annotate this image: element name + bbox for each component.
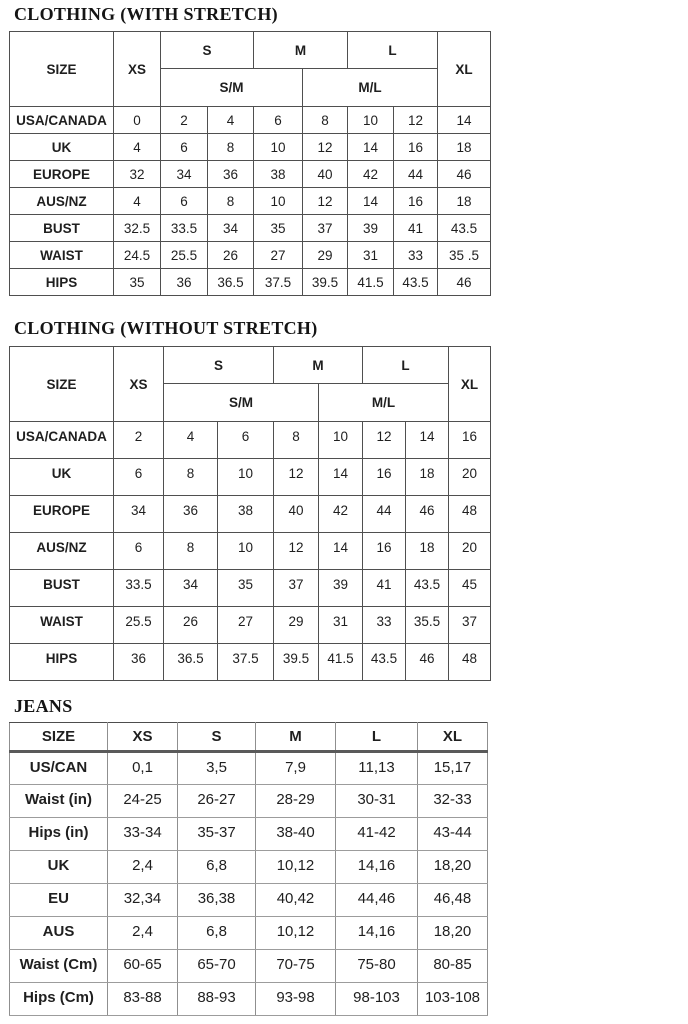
section-title-jeans: JEANS xyxy=(14,696,73,716)
size-value-cell: 8 xyxy=(274,422,319,459)
row-label-cell: WAIST xyxy=(10,242,114,269)
size-value-cell: 16 xyxy=(394,188,438,215)
size-value-cell: 43.5 xyxy=(363,644,406,681)
table-row xyxy=(10,983,488,1016)
row-label-cell: Hips (in) xyxy=(10,818,108,851)
size-value-cell: 34 xyxy=(161,161,208,188)
size-value-cell: 25.5 xyxy=(161,242,208,269)
row-label-cell: WAIST xyxy=(10,607,114,644)
size-value-cell: 10 xyxy=(218,533,274,570)
table-row xyxy=(10,134,491,161)
size-value-cell: 14 xyxy=(319,459,363,496)
size-value-cell: 48 xyxy=(449,496,491,533)
size-value-cell: 12 xyxy=(274,459,319,496)
size-value-cell: 10,12 xyxy=(256,851,336,884)
size-value-cell: 14,16 xyxy=(336,917,418,950)
m-header-cell: M xyxy=(274,347,363,384)
size-value-cell: 44 xyxy=(363,496,406,533)
size-value-cell: 6 xyxy=(114,533,164,570)
size-value-cell: 10 xyxy=(319,422,363,459)
row-label-cell: EUROPE xyxy=(10,161,114,188)
size-value-cell: 29 xyxy=(274,607,319,644)
size-value-cell: 70-75 xyxy=(256,950,336,983)
size-value-cell: 37 xyxy=(274,570,319,607)
size-value-cell: 2,4 xyxy=(108,851,178,884)
size-value-cell: 37.5 xyxy=(218,644,274,681)
size-value-cell: 41-42 xyxy=(336,818,418,851)
size-value-cell: 16 xyxy=(363,533,406,570)
size-value-cell: 36 xyxy=(164,496,218,533)
table-row xyxy=(10,785,488,818)
size-value-cell: 14 xyxy=(348,188,394,215)
size-value-cell: 14 xyxy=(438,107,491,134)
size-value-cell: 6 xyxy=(254,107,303,134)
row-label-cell: UK xyxy=(10,134,114,161)
size-value-cell: 41 xyxy=(394,215,438,242)
size-value-cell: 10,12 xyxy=(256,917,336,950)
size-value-cell: 6 xyxy=(218,422,274,459)
size-value-cell: 16 xyxy=(449,422,491,459)
row-label-cell: EUROPE xyxy=(10,496,114,533)
size-value-cell: 10 xyxy=(218,459,274,496)
size-value-cell: 26-27 xyxy=(178,785,256,818)
size-value-cell: 33 xyxy=(363,607,406,644)
column-header-cell: L xyxy=(336,723,418,752)
size-value-cell: 4 xyxy=(208,107,254,134)
table-row xyxy=(10,215,491,242)
row-label-cell: AUS/NZ xyxy=(10,533,114,570)
column-header-cell: M xyxy=(256,723,336,752)
size-value-cell: 38-40 xyxy=(256,818,336,851)
m-header-cell: M xyxy=(254,32,348,69)
sm-header-cell: S/M xyxy=(161,69,303,107)
size-value-cell: 36.5 xyxy=(164,644,218,681)
sm-header-cell: S/M xyxy=(164,384,319,422)
size-value-cell: 41.5 xyxy=(348,269,394,296)
table-row xyxy=(10,818,488,851)
size-value-cell: 31 xyxy=(348,242,394,269)
size-value-cell: 33.5 xyxy=(114,570,164,607)
size-value-cell: 12 xyxy=(274,533,319,570)
table-row xyxy=(10,188,491,215)
size-value-cell: 44,46 xyxy=(336,884,418,917)
size-value-cell: 6 xyxy=(114,459,164,496)
size-value-cell: 37 xyxy=(303,215,348,242)
size-value-cell: 15,17 xyxy=(418,752,488,785)
table-row xyxy=(10,884,488,917)
size-value-cell: 20 xyxy=(449,533,491,570)
size-value-cell: 46 xyxy=(438,269,491,296)
size-value-cell: 98-103 xyxy=(336,983,418,1016)
table-row xyxy=(10,570,491,607)
table-row xyxy=(10,752,488,785)
table-row xyxy=(10,269,491,296)
ml-header-cell: M/L xyxy=(319,384,449,422)
row-label-cell: AUS xyxy=(10,917,108,950)
size-value-cell: 24-25 xyxy=(108,785,178,818)
size-value-cell: 35 xyxy=(218,570,274,607)
size-value-cell: 12 xyxy=(303,134,348,161)
size-value-cell: 12 xyxy=(303,188,348,215)
row-label-cell: UK xyxy=(10,851,108,884)
table-row xyxy=(10,496,491,533)
size-value-cell: 2,4 xyxy=(108,917,178,950)
size-value-cell: 40,42 xyxy=(256,884,336,917)
size-value-cell: 33 xyxy=(394,242,438,269)
size-value-cell: 75-80 xyxy=(336,950,418,983)
size-value-cell: 41 xyxy=(363,570,406,607)
size-value-cell: 8 xyxy=(164,459,218,496)
row-label-cell: UK xyxy=(10,459,114,496)
l-header-cell: L xyxy=(363,347,449,384)
column-header-cell: XL xyxy=(418,723,488,752)
size-value-cell: 37 xyxy=(449,607,491,644)
size-value-cell: 33-34 xyxy=(108,818,178,851)
table-row xyxy=(10,107,491,134)
size-value-cell: 8 xyxy=(303,107,348,134)
size-value-cell: 103-108 xyxy=(418,983,488,1016)
size-value-cell: 46,48 xyxy=(418,884,488,917)
xl-header-cell: XL xyxy=(438,32,491,107)
size-value-cell: 60-65 xyxy=(108,950,178,983)
size-value-cell: 3,5 xyxy=(178,752,256,785)
header-row xyxy=(10,723,488,752)
size-value-cell: 7,9 xyxy=(256,752,336,785)
size-value-cell: 42 xyxy=(319,496,363,533)
size-value-cell: 36.5 xyxy=(208,269,254,296)
row-label-cell: US/CAN xyxy=(10,752,108,785)
size-value-cell: 14 xyxy=(406,422,449,459)
table-row xyxy=(10,644,491,681)
size-value-cell: 88-93 xyxy=(178,983,256,1016)
size-value-cell: 34 xyxy=(114,496,164,533)
size-value-cell: 32-33 xyxy=(418,785,488,818)
jeans-table xyxy=(9,722,488,1016)
size-value-cell: 33.5 xyxy=(161,215,208,242)
size-value-cell: 24.5 xyxy=(114,242,161,269)
size-value-cell: 40 xyxy=(303,161,348,188)
size-value-cell: 10 xyxy=(254,134,303,161)
table-row xyxy=(10,161,491,188)
size-value-cell: 45 xyxy=(449,570,491,607)
size-value-cell: 26 xyxy=(164,607,218,644)
size-value-cell: 2 xyxy=(114,422,164,459)
size-value-cell: 0 xyxy=(114,107,161,134)
size-value-cell: 29 xyxy=(303,242,348,269)
size-value-cell: 43-44 xyxy=(418,818,488,851)
size-value-cell: 18,20 xyxy=(418,851,488,884)
row-label-cell: BUST xyxy=(10,215,114,242)
size-value-cell: 6 xyxy=(161,188,208,215)
size-header-cell: SIZE xyxy=(10,32,114,107)
size-value-cell: 39.5 xyxy=(274,644,319,681)
ml-header-cell: M/L xyxy=(303,69,438,107)
size-value-cell: 31 xyxy=(319,607,363,644)
size-value-cell: 36 xyxy=(114,644,164,681)
row-label-cell: AUS/NZ xyxy=(10,188,114,215)
table-row xyxy=(10,950,488,983)
size-value-cell: 18 xyxy=(406,533,449,570)
size-value-cell: 14 xyxy=(348,134,394,161)
size-value-cell: 32 xyxy=(114,161,161,188)
size-value-cell: 4 xyxy=(114,188,161,215)
header-row-letter-sizes xyxy=(10,347,491,384)
size-value-cell: 41.5 xyxy=(319,644,363,681)
size-value-cell: 38 xyxy=(218,496,274,533)
size-value-cell: 43.5 xyxy=(438,215,491,242)
size-value-cell: 36 xyxy=(161,269,208,296)
row-label-cell: Waist (in) xyxy=(10,785,108,818)
size-value-cell: 34 xyxy=(208,215,254,242)
size-value-cell: 46 xyxy=(406,644,449,681)
size-value-cell: 2 xyxy=(161,107,208,134)
size-value-cell: 35-37 xyxy=(178,818,256,851)
size-value-cell: 12 xyxy=(394,107,438,134)
size-value-cell: 46 xyxy=(438,161,491,188)
size-value-cell: 40 xyxy=(274,496,319,533)
size-value-cell: 25.5 xyxy=(114,607,164,644)
size-value-cell: 10 xyxy=(348,107,394,134)
size-value-cell: 32.5 xyxy=(114,215,161,242)
size-header-cell: SIZE xyxy=(10,347,114,422)
size-value-cell: 8 xyxy=(208,134,254,161)
xs-header-cell: XS xyxy=(114,32,161,107)
row-label-cell: BUST xyxy=(10,570,114,607)
row-label-cell: EU xyxy=(10,884,108,917)
size-value-cell: 42 xyxy=(348,161,394,188)
size-value-cell: 43.5 xyxy=(406,570,449,607)
size-value-cell: 80-85 xyxy=(418,950,488,983)
size-value-cell: 4 xyxy=(114,134,161,161)
size-value-cell: 20 xyxy=(449,459,491,496)
row-label-cell: USA/CANADA xyxy=(10,107,114,134)
section-title-clothing-with-stretch: CLOTHING (WITH STRETCH) xyxy=(14,4,278,24)
section-title-clothing-without-stretch: CLOTHING (WITHOUT STRETCH) xyxy=(14,318,318,338)
size-value-cell: 10 xyxy=(254,188,303,215)
clothing-with-stretch-table xyxy=(9,31,491,296)
size-value-cell: 14,16 xyxy=(336,851,418,884)
row-label-cell: USA/CANADA xyxy=(10,422,114,459)
size-value-cell: 83-88 xyxy=(108,983,178,1016)
size-value-cell: 6,8 xyxy=(178,851,256,884)
table-row xyxy=(10,917,488,950)
size-value-cell: 8 xyxy=(164,533,218,570)
size-value-cell: 38 xyxy=(254,161,303,188)
size-value-cell: 28-29 xyxy=(256,785,336,818)
l-header-cell: L xyxy=(348,32,438,69)
size-value-cell: 35.5 xyxy=(406,607,449,644)
table-row xyxy=(10,422,491,459)
s-header-cell: S xyxy=(161,32,254,69)
size-value-cell: 0,1 xyxy=(108,752,178,785)
xs-header-cell: XS xyxy=(114,347,164,422)
size-value-cell: 16 xyxy=(363,459,406,496)
s-header-cell: S xyxy=(164,347,274,384)
size-value-cell: 34 xyxy=(164,570,218,607)
size-value-cell: 35 .5 xyxy=(438,242,491,269)
column-header-cell: SIZE xyxy=(10,723,108,752)
size-value-cell: 11,13 xyxy=(336,752,418,785)
table-row xyxy=(10,459,491,496)
size-value-cell: 36,38 xyxy=(178,884,256,917)
clothing-without-stretch-table xyxy=(9,346,491,681)
size-value-cell: 18,20 xyxy=(418,917,488,950)
size-value-cell: 18 xyxy=(438,134,491,161)
header-row-letter-sizes xyxy=(10,32,491,69)
size-value-cell: 36 xyxy=(208,161,254,188)
size-value-cell: 8 xyxy=(208,188,254,215)
table-row xyxy=(10,242,491,269)
row-label-cell: HIPS xyxy=(10,644,114,681)
size-value-cell: 18 xyxy=(438,188,491,215)
size-value-cell: 43.5 xyxy=(394,269,438,296)
size-value-cell: 4 xyxy=(164,422,218,459)
size-value-cell: 46 xyxy=(406,496,449,533)
size-value-cell: 44 xyxy=(394,161,438,188)
size-value-cell: 6,8 xyxy=(178,917,256,950)
size-value-cell: 32,34 xyxy=(108,884,178,917)
row-label-cell: Hips (Cm) xyxy=(10,983,108,1016)
size-value-cell: 27 xyxy=(254,242,303,269)
size-value-cell: 35 xyxy=(254,215,303,242)
column-header-cell: S xyxy=(178,723,256,752)
row-label-cell: Waist (Cm) xyxy=(10,950,108,983)
table-row xyxy=(10,607,491,644)
table-row xyxy=(10,533,491,570)
size-value-cell: 6 xyxy=(161,134,208,161)
size-value-cell: 39.5 xyxy=(303,269,348,296)
size-value-cell: 37.5 xyxy=(254,269,303,296)
size-value-cell: 65-70 xyxy=(178,950,256,983)
size-value-cell: 27 xyxy=(218,607,274,644)
size-value-cell: 48 xyxy=(449,644,491,681)
size-value-cell: 35 xyxy=(114,269,161,296)
size-value-cell: 26 xyxy=(208,242,254,269)
size-value-cell: 39 xyxy=(348,215,394,242)
xl-header-cell: XL xyxy=(449,347,491,422)
size-value-cell: 93-98 xyxy=(256,983,336,1016)
row-label-cell: HIPS xyxy=(10,269,114,296)
column-header-cell: XS xyxy=(108,723,178,752)
table-row xyxy=(10,851,488,884)
size-value-cell: 14 xyxy=(319,533,363,570)
size-value-cell: 30-31 xyxy=(336,785,418,818)
size-value-cell: 12 xyxy=(363,422,406,459)
size-value-cell: 39 xyxy=(319,570,363,607)
size-value-cell: 16 xyxy=(394,134,438,161)
size-value-cell: 18 xyxy=(406,459,449,496)
